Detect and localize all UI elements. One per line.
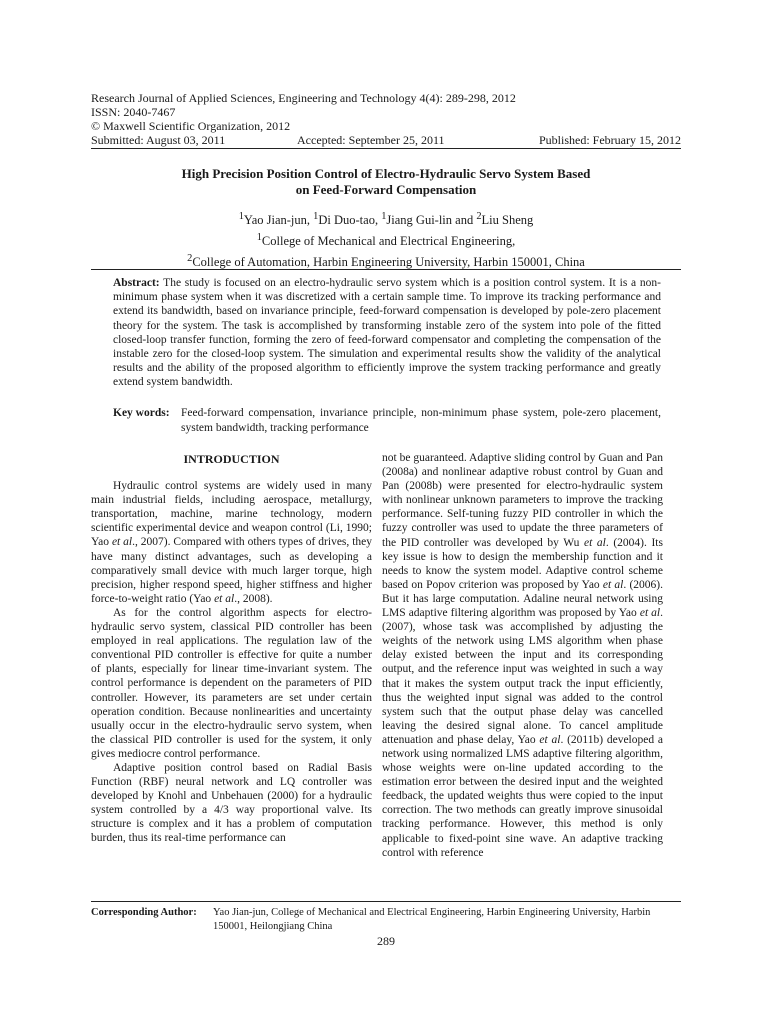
- paragraph: As for the control algorithm aspects for electro-hydraulic servo system, classical PID controller has been employed in real applications. The regulation law of the conventional PID controller is effective for quite a number of plants, especially for linear time-invariant system. The control performance is dependent on the parameters of PID controller. However, its parameters are set under certain operation condition. Because nonlinearities and uncertainty usually occur in the electro-hydraulic servo system, when the classical PID controller is used for the system, it only gives mediocre control performance.: [91, 606, 372, 760]
- author-list: $^1$Yao Jian-jun, $^1$Di Duo-tao, $^1$Jiang Gui-lin and $^2$Liu Sheng: [238, 211, 534, 228]
- left-column: [91, 452, 372, 846]
- paper-page: [91, 0, 681, 1024]
- abstract-top-rule: [91, 269, 681, 270]
- paragraph: not be guaranteed. Adaptive sliding control by Guan and Pan (2008a) and nonlinear adaptive robust control by Guan and Pan (2008b) were presented for electro-hydraulic system with nonlinear unknown parameters to improve the tracking performance. Self-tuning fuzzy PID controller in which the fuzzy controller was used to update the three parameters of the PID controller was developed by Wu et al. (2004). Its key issue is how to design the membership function and it needs to know the system model. Adaptive control scheme based on Popov criterion was proposed by Yao et al. (2006). But it has large computation. Adaline neural network using LMS adaptive filtering algorithm was proposed by Yao et al. (2007), whose task was accomplished by adjusting the weights of the network using LMS algorithm when phase delay existed between the input and its corresponding output, and the reference input was weighted in such a way that it makes the system output track the input efficiently, thus the weighted input signal was added to the control system such that the output phase delay was cancelled leaving the desired signal alone. To cancel amplitude attenuation and phase delay, Yao et al. (2011b) developed a network using normalized LMS adaptive filtering algorithm, whose weights were on-line updated according to the estimation error between the desired input and the weighted feedback, the updated weights thus were copied to the input correction. The two methods can greatly improve sinusoidal tracking performance. However, this method is only applicable to fixed-point sine wave. An adaptive tracking control with reference: [382, 452, 664, 859]
- affiliation-2: $^2$College of Automation, Harbin Engineering University, Harbin 150001, China: [187, 253, 585, 270]
- paragraph: Adaptive position control based on Radial Basis Function (RBF) neural network and LQ controller was developed by Knohl and Unbehauen (2000) for a hydraulic system controlled by a 4/3 way proportional valve. Its structure is complex and it has a problem of computation burden, thus its real-time performance can: [91, 761, 372, 845]
- title-line-2: on Feed-Forward Compensation: [295, 182, 477, 197]
- abstract-label: Abstract:: [113, 277, 160, 289]
- keywords-label: Key words:: [113, 407, 170, 419]
- page-number: 289: [377, 934, 395, 948]
- published-date: Published: February 15, 2012: [539, 133, 681, 147]
- paper-title: [91, 166, 681, 198]
- keywords-text: Feed-forward compensation, invariance principle, non-minimum phase system, pole-zero placement, system bandwidth, tracking performance: [181, 407, 661, 434]
- affiliation-1: $^1$College of Mechanical and Electrical Engineering,: [256, 232, 516, 249]
- author-block: [91, 208, 681, 271]
- abstract-text: The study is focused on an electro-hydraulic servo system which is a position control system. It is a non-minimum phase system when it was discretized with a certain sample time. To improve its tracking performance and extend its bandwidth, based on invariance principle, feed-forward compensation is developed by pole-zero placement theory for the system. The task is accomplished by transforming instable zero of the system into pole of the fitted closed-loop transfer function, forming the zero of feed-forward compensator and completing the compensation of the instable zero for the closed-loop system. The simulation and experimental results show the validity of the analytical results and the ability of the proposed algorithm to efficiently improve the system tracking performance and greatly extend system bandwidth.: [113, 277, 661, 389]
- issn-line: ISSN: 2040-7467: [91, 105, 176, 119]
- corresponding-author-label: Corresponding Author:: [91, 907, 197, 918]
- accepted-date: Accepted: September 25, 2011: [297, 133, 445, 147]
- paragraph: Hydraulic control systems are widely used in many main industrial fields, including aerospace, metallurgy, transportation, machine, marine technology, modern scientific experimental device and weapon control (Li, 1990; Yao et al., 2007). Compared with others types of drives, they have many distinct advantages, such as developing a comparatively small device with much larger torque, high precision, higher respond speed, higher stiffness and higher force-to-weight ratio (Yao et al., 2008).: [91, 480, 372, 605]
- header-rule: [91, 148, 681, 149]
- submitted-date: Submitted: August 03, 2011: [91, 133, 226, 147]
- corresponding-author-text: Yao Jian-jun, College of Mechanical and Electrical Engineering, Harbin Engineering University, Harbin 150001, Heilongjiang China: [213, 907, 651, 932]
- abstract: [113, 276, 661, 390]
- title-line-1: High Precision Position Control of Electro-Hydraulic Servo System Based: [181, 166, 591, 181]
- right-column: [382, 451, 663, 860]
- journal-line: Research Journal of Applied Sciences, Engineering and Technology 4(4): 289-298, 2012: [91, 91, 516, 105]
- copyright-line: © Maxwell Scientific Organization, 2012: [91, 119, 291, 133]
- section-heading-introduction: INTRODUCTION: [183, 452, 280, 466]
- footer-rule: [91, 901, 681, 902]
